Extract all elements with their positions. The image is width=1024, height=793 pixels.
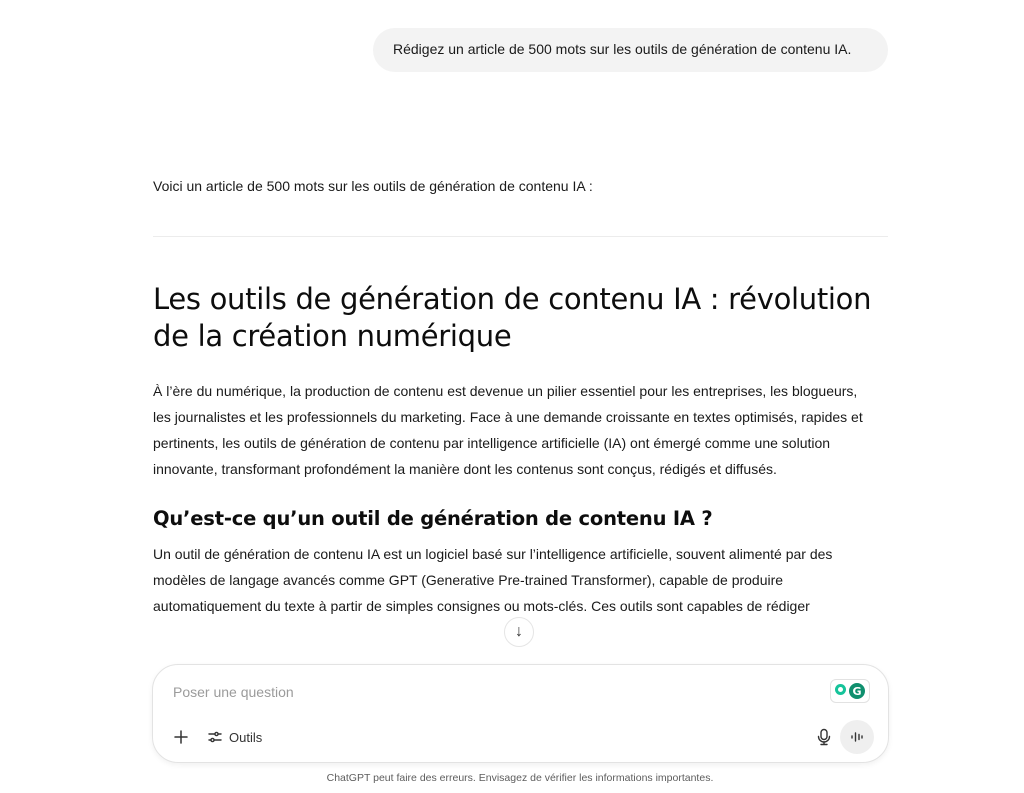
article-paragraph: À l’ère du numérique, la production de contenu est devenue un pilier essentiel pour les entreprises, les blogueurs, les journalistes et les professionnels du marketing. Face à une demande croissante en textes optimisés, rapides et pertinents, les outils de génération de contenu par intelligence artificielle (IA) ont émergé comme une solution innovante, transformant profondément la manière dont les contenus sont conçus, rédigés et diffusés. bbox=[153, 383, 863, 477]
plus-icon bbox=[173, 729, 189, 745]
prompt-input[interactable] bbox=[173, 682, 813, 702]
section-paragraph: Un outil de génération de contenu IA est un logiciel basé sur l’intelligence artificielle, souvent alimenté par des modèles de langage avancés comme GPT (Generative Pre-trained Transformer), capable de produire automatiquement du texte à partir de simples consignes ou mots-clés. Ces outils sont capables de rédiger bbox=[153, 546, 833, 614]
user-message-row bbox=[373, 28, 888, 72]
add-attachment-button[interactable] bbox=[169, 725, 193, 749]
composer bbox=[152, 664, 889, 763]
composer-toolbar bbox=[169, 723, 266, 751]
assistant-intro: Voici un article de 500 mots sur les outils de génération de contenu IA : bbox=[153, 178, 593, 194]
section-heading: Qu’est-ce qu’un outil de génération de contenu IA ? bbox=[153, 507, 713, 530]
disclaimer-text: ChatGPT peut faire des erreurs. Envisagez de vérifier les informations importantes. bbox=[326, 772, 714, 784]
grammarly-widget[interactable] bbox=[830, 679, 870, 703]
voice-mode-button[interactable] bbox=[840, 720, 874, 754]
grammarly-icon: G bbox=[849, 683, 865, 699]
scroll-to-bottom-button[interactable] bbox=[504, 617, 534, 647]
user-message-bubble: Rédigez un article de 500 mots sur les outils de génération de contenu IA. bbox=[373, 28, 888, 72]
arrow-down-icon: ↓ bbox=[515, 623, 523, 640]
dictate-button[interactable] bbox=[812, 725, 836, 749]
microphone-icon bbox=[816, 728, 832, 746]
waveform-icon bbox=[849, 730, 865, 744]
lightbulb-icon bbox=[835, 684, 846, 698]
assistant-message bbox=[153, 176, 888, 619]
tools-button[interactable] bbox=[203, 723, 266, 751]
horizontal-divider bbox=[153, 236, 888, 237]
article-title: Les outils de génération de contenu IA : révolution de la création numérique bbox=[153, 282, 872, 353]
tools-label: Outils bbox=[229, 729, 263, 745]
sliders-icon bbox=[207, 729, 223, 745]
